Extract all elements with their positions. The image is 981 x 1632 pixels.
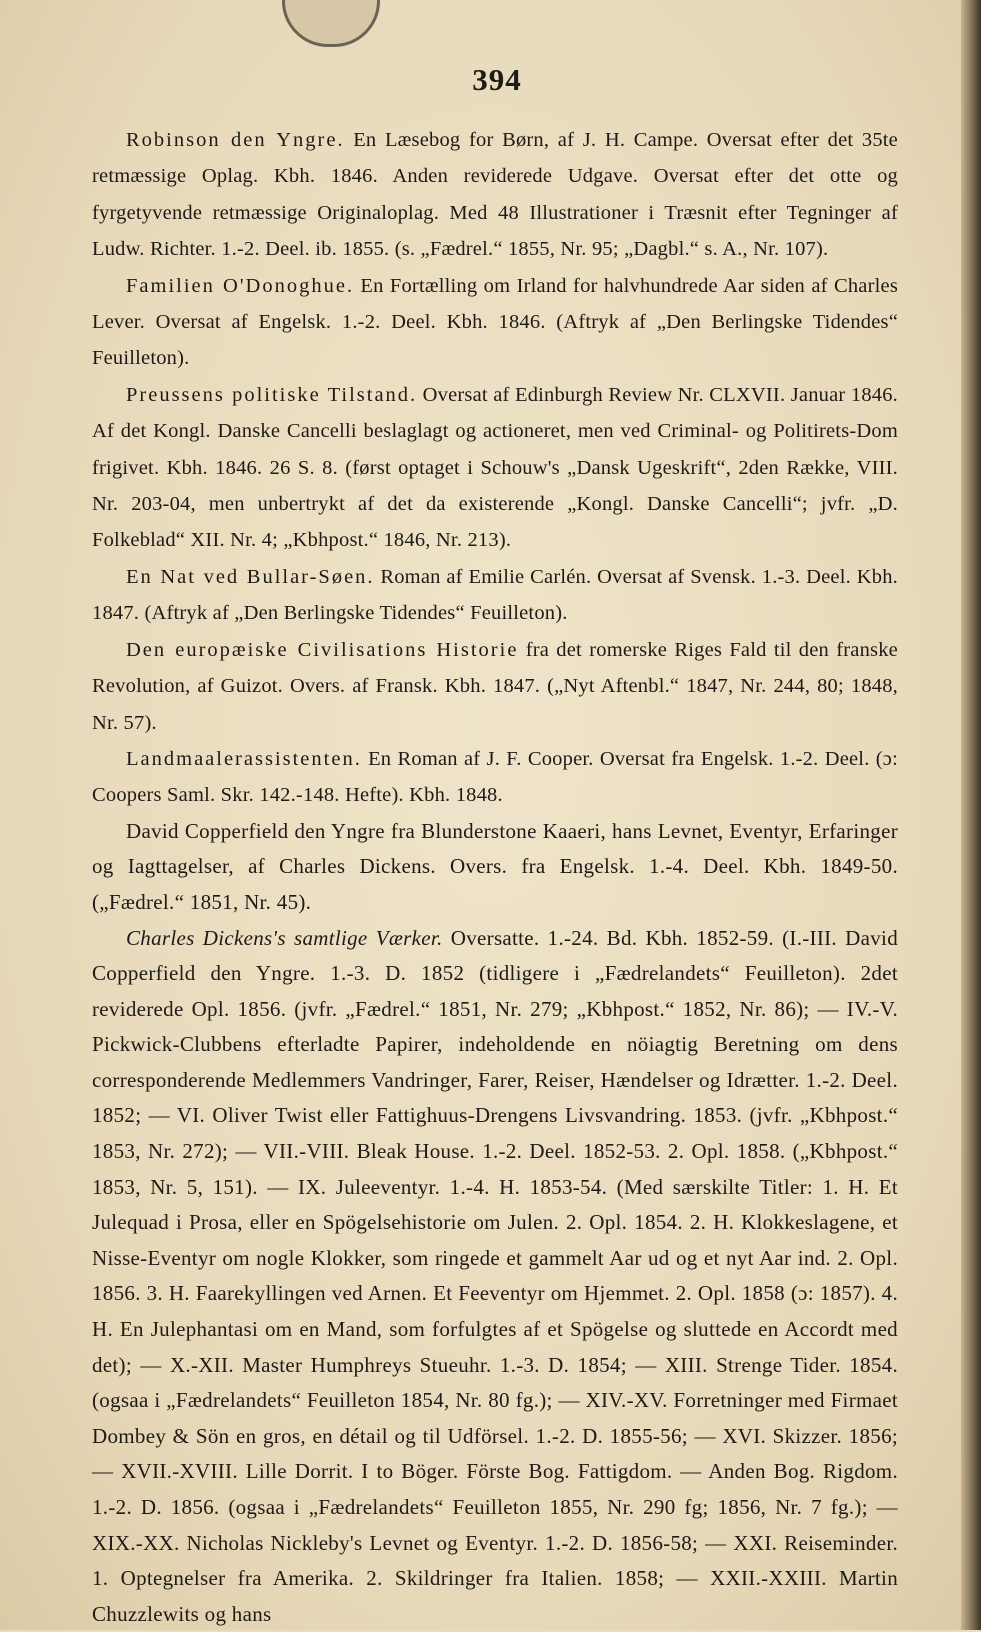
entry-bullar-soen [92, 559, 898, 632]
page-number: 394 [0, 62, 981, 98]
entry-title: Familien O'Donoghue. [126, 275, 354, 297]
entry-body: En Fortælling om Irland for halvhundrede Aar siden af Charles Lever. Oversat af Engelsk. 1.-2. Deel. Kbh. 1846. (Aftryk af „Den Berlingske Tidendes“ Feuilleton). [92, 275, 898, 370]
entry-body: En Roman af J. F. Cooper. Oversat fra Engelsk. 1.-2. Deel. (ɔ: Coopers Saml. Skr. 142.-148. Hefte). Kbh. 1848. [92, 748, 898, 806]
entry-title: Den europæiske Civilisations Historie [126, 639, 518, 661]
entry-title: Landmaalerassistenten. [126, 748, 362, 770]
entry-body: Oversat af Edinburgh Review Nr. CLXVII. Januar 1846. Af det Kongl. Danske Cancelli beslaglagt og actioneret, men ved Criminal- og Politirets-Dom frigivet. Kbh. 1846. 26 S. 8. (først optaget i Schouw's „Dansk Ugeskrift“, 2den Række, VIII. Nr. 203-04, men unbertrykt af det da existerende „Kongl. Danske Cancelli“; jvfr. „D. Folkeblad“ XII. Nr. 4; „Kbhpost.“ 1846, Nr. 213). [92, 384, 898, 552]
entry-dickens-works [92, 921, 898, 1632]
entry-robinson [92, 122, 898, 268]
page-edge [961, 0, 981, 1630]
entry-title: Robinson den Yngre. [126, 129, 345, 151]
entry-title: Preussens politiske Tilstand. [126, 384, 417, 406]
entry-odonoghue [92, 268, 898, 377]
entry-title: En Nat ved Bullar-Søen. [126, 566, 375, 588]
bibliography-text [92, 122, 898, 1632]
entry-body: fra det romerske Riges Fald til den franske Revolution, af Guizot. Overs. af Fransk. Kbh. 1847. („Nyt Aftenbl.“ 1847, Nr. 244, 80; 1848, Nr. 57). [92, 639, 898, 734]
binding-mark [282, 0, 380, 47]
entry-body: Roman af Emilie Carlén. Oversat af Svensk. 1.-3. Deel. Kbh. 1847. (Aftryk af „Den Berlingske Tidendes“ Feuilleton). [92, 566, 898, 624]
entry-body: En Læsebog for Børn, af J. H. Campe. Oversat efter det 35te retmæssige Oplag. Kbh. 1846. Anden reviderede Udgave. Oversat efter det otte og fyrgetyvende retmæssige Originaloplag. Med 48 Illustrationer i Træsnit efter Tegninger af Ludw. Richter. 1.-2. Deel. ib. 1855. (s. „Fædrel.“ 1855, Nr. 95; „Dagbl.“ s. A., Nr. 107). [92, 129, 898, 260]
entry-preussens [92, 377, 898, 559]
entry-copperfield: David Copperfield den Yngre fra Blunderstone Kaaeri, hans Levnet, Eventyr, Erfaringer og Iagttagelser, af Charles Dickens. Overs. fra Engelsk. 1.-4. Deel. Kbh. 1849-50. („Fædrel.“ 1851, Nr. 45). [92, 814, 898, 921]
entry-civilisation [92, 632, 898, 741]
entry-landmaaler [92, 741, 898, 814]
entry-body: Oversatte. 1.-24. Bd. Kbh. 1852-59. (I.-III. David Copperfield den Yngre. 1.-3. D. 1852 (tidligere i „Fædrelandets“ Feuilleton). 2det reviderede Opl. 1856. (jvfr. „Fædrel.“ 1851, Nr. 279; „Kbhpost.“ 1852, Nr. 86); — IV.-V. Pickwick-Clubbens efterladte Papirer, indeholdende en nöiagtig Beretning om dens corresponderende Medlemmers Vandringer, Farer, Reiser, Hændelser og Idrætter. 1.-2. Deel. 1852; — VI. Oliver Twist eller Fattighuus-Drengens Livsvandring. 1853. (jvfr. „Kbhpost.“ 1853, Nr. 272); — VII.-VIII. Bleak House. 1.-2. Deel. 1852-53. 2. Opl. 1858. („Kbhpost.“ 1853, Nr. 5, 151). — IX. Juleeventyr. 1.-4. H. 1853-54. (Med særskilte Titler: 1. H. Et Julequad i Prosa, eller en Spögelsehistorie om Julen. 2. Opl. 1854. 2. H. Klokkeslagene, et Nisse-Eventyr om nogle Klokker, som ringede et gammelt Aar ud og et nyt Aar ind. 2. Opl. 1856. 3. H. Faarekyllingen ved Arnen. Et Feeventyr om Hjemmet. 2. Opl. 1858 (ɔ: 1857). 4. H. En Julephantasi om en Mand, som forfulgtes af et Spögelse og sluttede en Accordt med det); — X.-XII. Master Humphreys Stueuhr. 1.-3. D. 1854; — XIII. Strenge Tider. 1854. (ogsaa i „Fædrelandets“ Feuilleton 1854, Nr. 80 fg.); — XIV.-XV. Forretninger med Firmaet Dombey & Sön en gros, en détail og til Udförsel. 1.-2. D. 1855-56; — XVI. Skizzer. 1856; — XVII.-XVIII. Lille Dorrit. I to Böger. Förste Bog. Fattigdom. — Anden Bog. Rigdom. 1.-2. D. 1856. (ogsaa i „Fædrelandets“ Feuilleton 1855, Nr. 290 fg; 1856, Nr. 7 fg.); — XIX.-XX. Nicholas Nickleby's Levnet og Eventyr. 1.-2. D. 1856-58; — XXI. Reiseminder. 1. Optegnelser fra Amerika. 2. Skildringer fra Italien. 1858; — XXII.-XXIII. Martin Chuzzlewits og hans [92, 926, 898, 1626]
entry-title: Charles Dickens's samtlige Værker. [126, 926, 443, 950]
